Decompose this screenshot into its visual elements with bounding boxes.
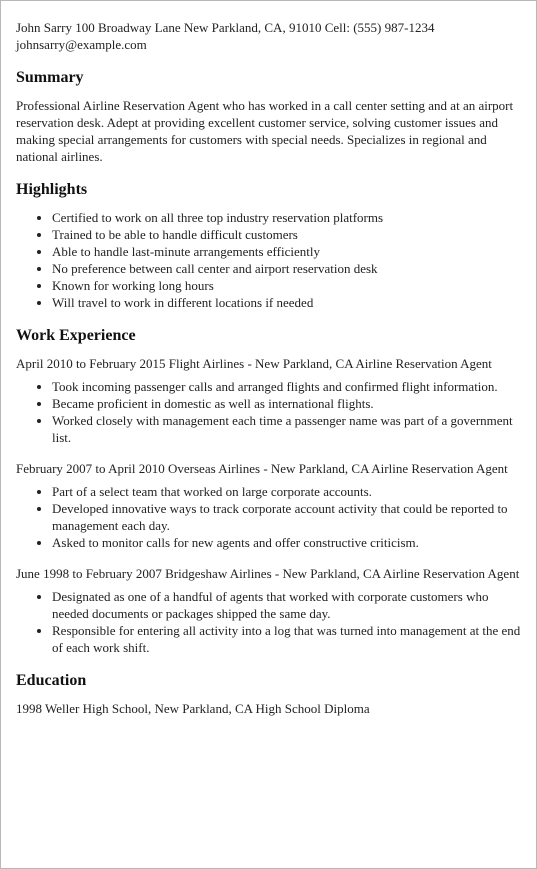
summary-section [16,68,528,165]
list-item: • Will travel to work in different locations if needed [52,294,528,311]
list-item: • Worked closely with management each time a passenger name was part of a government list. [52,412,528,446]
education-heading: Education [16,672,87,689]
list-item: • Part of a select team that worked on large corporate accounts. [52,483,528,500]
highlights-section [16,180,528,311]
list-item: • Designated as one of a handful of agents that worked with corporate customers who needed documents or packages shipped the same day. [52,588,528,622]
highlights-heading: Highlights [16,181,88,198]
list-item: • Took incoming passenger calls and arranged flights and confirmed flight information. [52,378,528,395]
list-item: • Asked to monitor calls for new agents and offer constructive criticism. [52,534,528,551]
summary-heading: Summary [16,69,84,86]
contact-email: johnsarry@example.com [16,37,147,52]
highlights-list [16,209,528,311]
job-bullets [16,483,528,551]
list-item: • Became proficient in domestic as well as international flights. [52,395,528,412]
job-title: June 1998 to February 2007 Bridgeshaw Airlines - New Parkland, CA Airline Reservation Agent [16,566,520,581]
list-item: • Responsible for entering all activity into a log that was turned into management at the end of each work shift. [52,622,528,656]
job-entry [16,460,528,551]
job-title: February 2007 to April 2010 Overseas Airlines - New Parkland, CA Airline Reservation Agent [16,461,508,476]
job-bullets [16,588,528,656]
experience-heading: Work Experience [16,327,136,344]
list-item: • Developed innovative ways to track corporate account activity that could be reported to management each day. [52,500,528,534]
contact-line: John Sarry 100 Broadway Lane New Parkland, CA, 91010 Cell: (555) 987-1234 [16,20,435,35]
experience-section [16,326,528,656]
education-section [16,671,528,717]
list-item: • Able to handle last-minute arrangements efficiently [52,243,528,260]
contact-info [16,19,528,53]
job-title: April 2010 to February 2015 Flight Airlines - New Parkland, CA Airline Reservation Agent [16,356,492,371]
resume-content [16,19,528,717]
list-item: • Trained to be able to handle difficult customers [52,226,528,243]
list-item: • No preference between call center and airport reservation desk [52,260,528,277]
education-text: 1998 Weller High School, New Parkland, CA High School Diploma [16,701,370,716]
job-bullets [16,378,528,446]
job-entry [16,355,528,446]
summary-text: Professional Airline Reservation Agent who has worked in a call center setting and at an airport reservation desk. Adept at providing excellent customer service, solving customer issues and making special arrangements for customers with special needs. Specializes in regional and national airlines. [16,98,514,164]
list-item: • Certified to work on all three top industry reservation platforms [52,209,528,226]
job-entry [16,565,528,656]
list-item: • Known for working long hours [52,277,528,294]
